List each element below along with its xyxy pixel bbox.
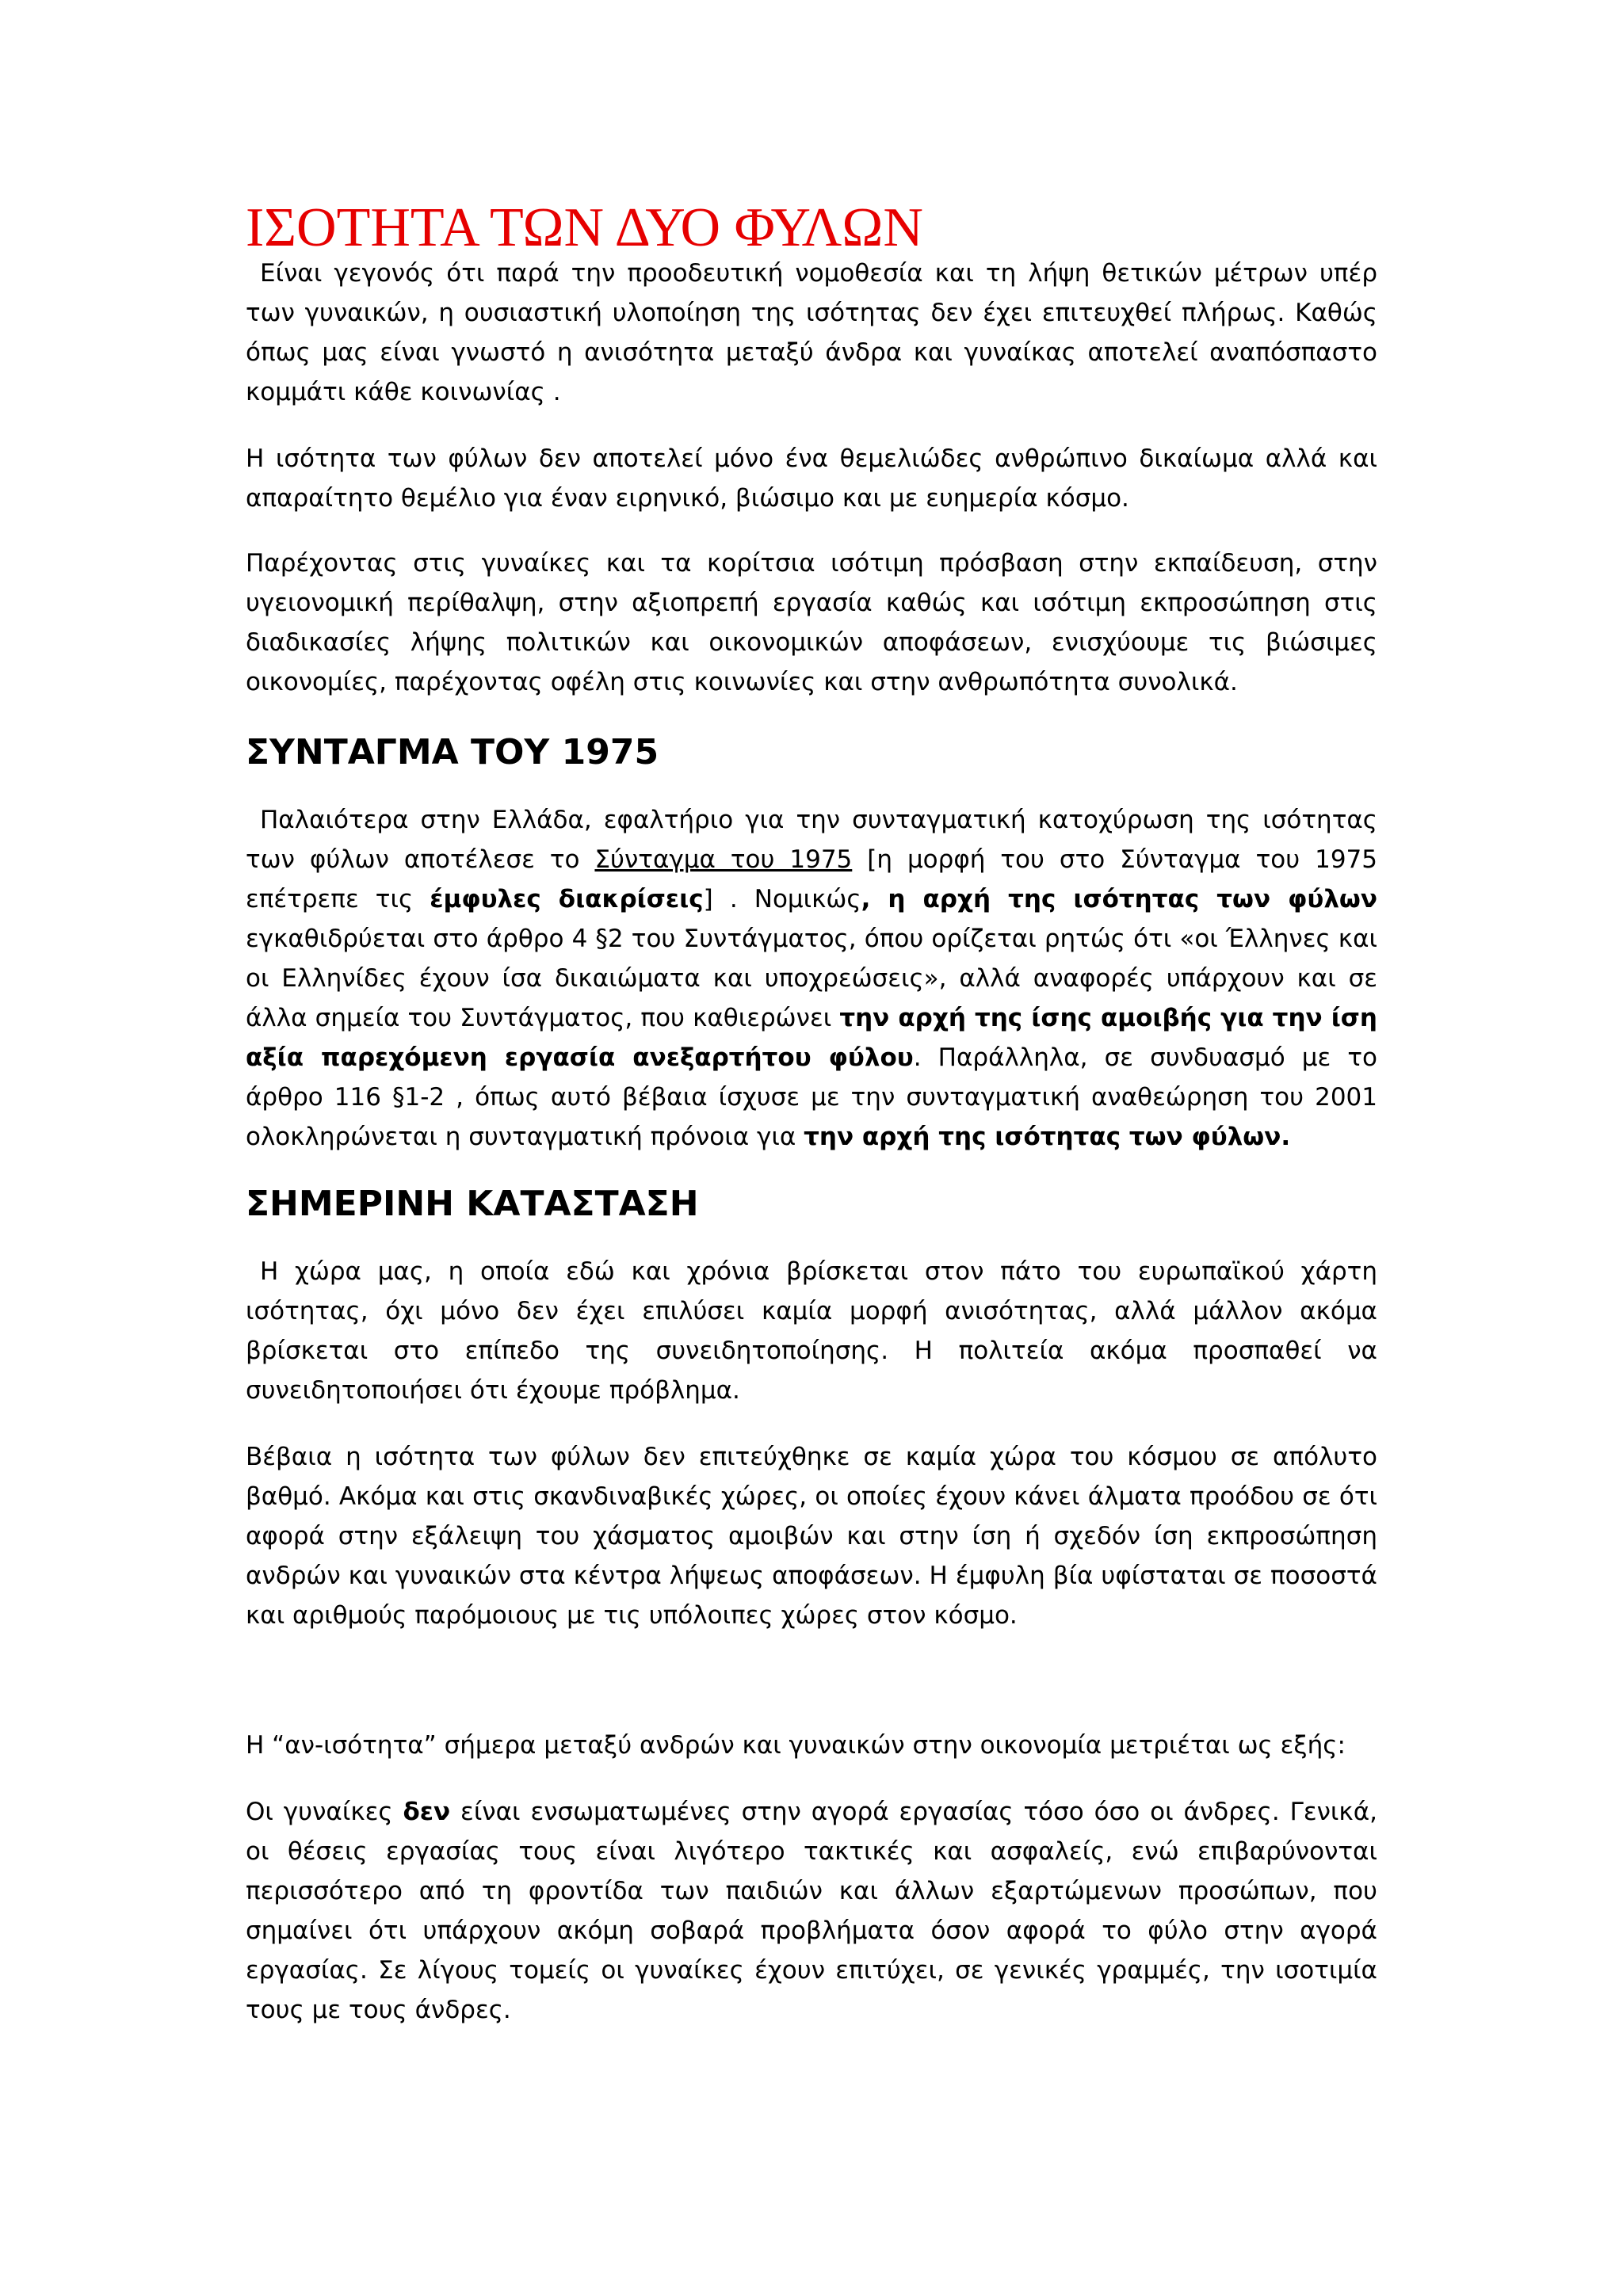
bold-run: , η αρχή της ισότητας των φύλων [861, 885, 1377, 913]
text-run: ] . Νομικώς [703, 885, 861, 913]
section-heading-constitution: ΣΥΝΤΑΓΜΑ ΤΟΥ 1975 [246, 732, 659, 772]
inequality-intro-paragraph: Η “αν-ισότητα” σήμερα μεταξύ ανδρών και γυναικών στην οικονομία μετριέται ως εξής: [246, 1731, 1346, 1760]
bold-run: δεν [403, 1798, 451, 1826]
intro-paragraph-2: Η ισότητα των φύλων δεν αποτελεί μόνο ένα θεμελιώδες ανθρώπινο δικαίωμα αλλά και απαραίτητο θεμέλιο για έναν ειρηνικό, βιώσιμο και με ευημερία κόσμο. [246, 444, 1377, 513]
labour-market-paragraph [246, 1792, 1377, 2030]
constitution-paragraph [246, 800, 1377, 1157]
text-run: είναι ενσωματωμένες στην αγορά εργασίας τόσο όσο οι άνδρες. Γενικά, οι θέσεις εργασίας τους είναι λιγότερο τακτικές και ασφαλείς, ενώ επιβαρύνονται περισσότερο από τη φροντίδα των παιδιών και άλλων εξαρτώμενων προσώπων, που σημαίνει ότι υπάρχουν ακόμη σοβαρά προβλήματα όσον αφορά το φύλο στην αγορά εργασίας. Σε λίγους τομείς οι γυναίκες έχουν επιτύχει, σε γενικές γραμμές, την ισοτιμία τους με τους άνδρες. [246, 1798, 1377, 2024]
constitution-1975-link[interactable]: Σύνταγμα του 1975 [594, 845, 853, 874]
bold-run: την αρχή της ίσης αμοιβής για την ίση αξία παρεχόμενη εργασία ανεξαρτήτου φύλου [246, 1004, 1377, 1072]
text-run: . Παράλληλα, σε συνδυασμό με το άρθρο 116 §1-2 , όπως αυτό βέβαια ίσχυσε με την συνταγματική αναθεώρηση του 2001 ολοκληρώνεται η συνταγματική πρόνοια για [246, 1043, 1377, 1151]
text-run: Παλαιότερα στην Ελλάδα, εφαλτήριο για την συνταγματική κατοχύρωση της ισότητας των φύλων αποτέλεσε το [246, 806, 1377, 874]
text-run: Οι γυναίκες [246, 1798, 403, 1826]
bold-run: έμφυλες διακρίσεις [430, 885, 704, 913]
document-page [246, 196, 1377, 2030]
text-run: [η μορφή του στο Σύνταγμα του 1975 επέτρεπε τις [246, 845, 1378, 913]
bold-run: την αρχή της ισότητας των φύλων. [804, 1123, 1291, 1151]
text-run: εγκαθιδρύεται στο άρθρο 4 §2 του Συντάγματος, όπου ορίζεται ρητώς ότι «οι Έλληνες και οι Ελληνίδες έχουν ίσα δικαιώματα και υποχρεώσεις», αλλά αναφορές υπάρχουν και σε άλλα σημεία του Συντάγματος, που καθιερώνει [246, 925, 1377, 1032]
intro-paragraph-3: Παρέχοντας στις γυναίκες και τα κορίτσια ισότιμη πρόσβαση στην εκπαίδευση, στην υγειονομική περίθαλψη, στην αξιοπρεπή εργασία καθώς και ισότιμη εκπροσώπηση στις διαδικασίες λήψης πολιτικών και οικονομικών αποφάσεων, ενισχύουμε τις βιώσιμες οικονομίες, παρέχοντας οφέλη στις κοινωνίες και στην ανθρωπότητα συνολικά. [246, 549, 1377, 696]
section-heading-current-state: ΣΗΜΕΡΙΝΗ ΚΑΤΑΣΤΑΣΗ [246, 1184, 699, 1224]
document-title: ΙΣΟΤΗΤΑ ΤΩΝ ΔΥΟ ΦΥΛΩΝ [246, 197, 923, 258]
intro-paragraph-1: Είναι γεγονός ότι παρά την προοδευτική νομοθεσία και τη λήψη θετικών μέτρων υπέρ των γυναικών, η ουσιαστική υλοποίηση της ισότητας δεν έχει επιτευχθεί πλήρως. Καθώς όπως μας είναι γνωστό η ανισότητα μεταξύ άνδρα και γυναίκας αποτελεί αναπόσπαστο κομμάτι κάθε κοινωνίας . [246, 259, 1377, 406]
current-state-paragraph-2: Βέβαια η ισότητα των φύλων δεν επιτεύχθηκε σε καμία χώρα του κόσμου σε απόλυτο βαθμό. Ακόμα και στις σκανδιναβικές χώρες, οι οποίες έχουν κάνει άλματα προόδου σε ότι αφορά στην εξάλειψη του χάσματος αμοιβών και στην ίση ή σχεδόν ίση εκπροσώπηση ανδρών και γυναικών στα κέντρα λήψεως αποφάσεων. Η έμφυλη βία υφίσταται σε ποσοστά και αριθμούς παρόμοιους με τις υπόλοιπες χώρες στον κόσμο. [246, 1443, 1377, 1630]
current-state-paragraph-1: Η χώρα μας, η οποία εδώ και χρόνια βρίσκεται στον πάτο του ευρωπαϊκού χάρτη ισότητας, όχι μόνο δεν έχει επιλύσει καμία μορφή ανισότητας, αλλά μάλλον ακόμα βρίσκεται στο επίπεδο της συνειδητοποίησης. Η πολιτεία ακόμα προσπαθεί να συνειδητοποιήσει ότι έχουμε πρόβλημα. [246, 1257, 1377, 1405]
